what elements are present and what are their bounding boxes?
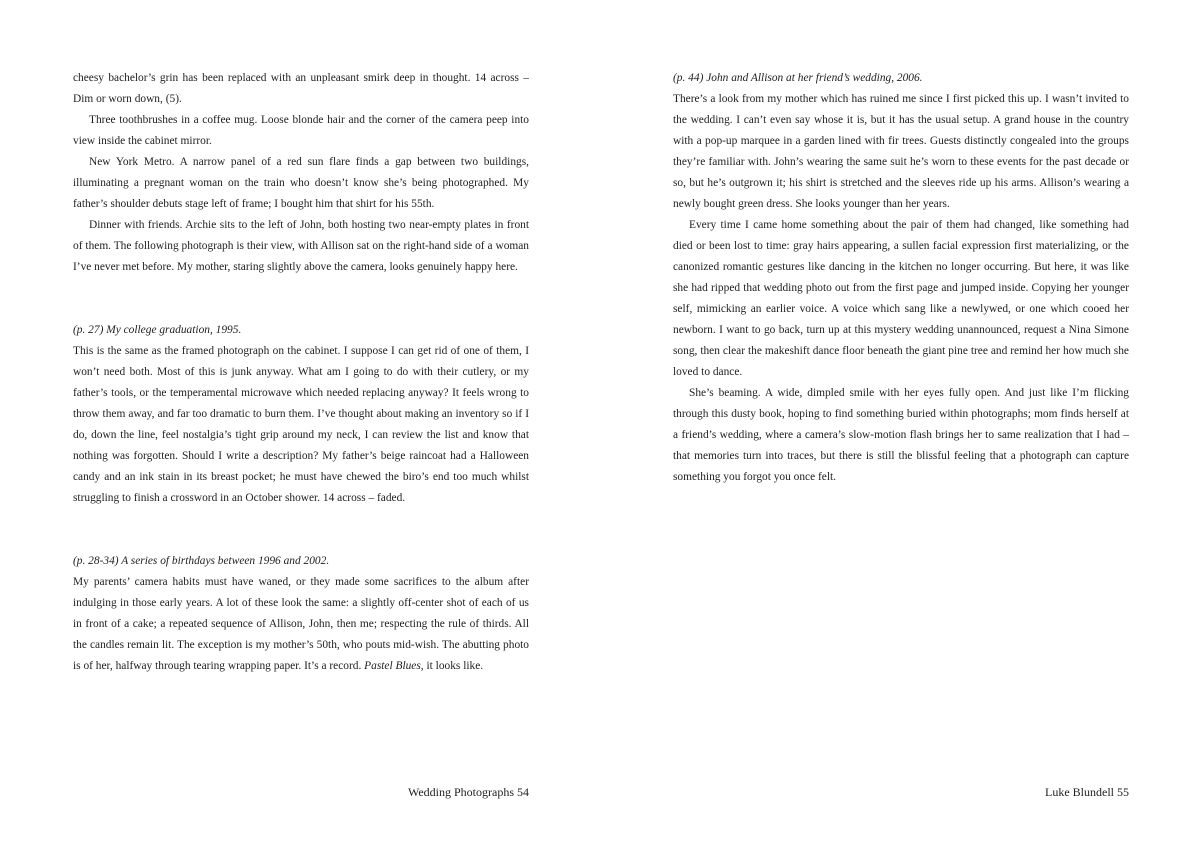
- section-heading-wedding: (p. 44) John and Allison at her friend’s wedding, 2006.: [673, 72, 923, 84]
- left-page: [73, 68, 529, 677]
- left-paragraph-6-end: it looks like.: [423, 660, 484, 672]
- left-paragraph-4: Dinner with friends. Archie sits to the left of John, both hosting two near-empty plates in front of them. The following photograph is their view, with Allison sat on the right-hand side of a woman I’ve never met before. My mother, staring slightly above the camera, looks genuinely happy here.: [73, 219, 529, 273]
- right-paragraph-1: There’s a look from my mother which has ruined me since I first picked this up. I wasn’t invited to the wedding. I can’t even say whose it is, but it has the usual setup. A grand house in the country with a pop-up marquee in a garden lined with fir trees. Guests distinctly congealed into the groups they’re familiar with. John’s wearing the same suit he’s worn to these events for the past decade or so, but he’s outgrown it; his shirt is stretched and the sleeves ride up his arms. Allison’s wearing a newly bought green dress. She looks younger than her years.: [673, 93, 1129, 210]
- section-heading-birthdays: (p. 28-34) A series of birthdays between 1996 and 2002.: [73, 555, 330, 567]
- left-paragraph-3: New York Metro. A narrow panel of a red sun flare finds a gap between two buildings, illuminating a pregnant woman on the train who doesn’t know she’s being photographed. My father’s shoulder debuts stage left of frame; I bought him that shirt for his 55th.: [73, 156, 529, 210]
- section-heading-graduation: (p. 27) My college graduation, 1995.: [73, 324, 242, 336]
- left-page-footer: Wedding Photographs 54: [407, 785, 529, 799]
- right-page: [673, 68, 1129, 488]
- right-paragraph-3: She’s beaming. A wide, dimpled smile with her eyes fully open. And just like I’m flicking through this dusty book, hoping to find something buried within photographs; mom finds herself at a friend’s wedding, where a camera’s slow-motion flash brings her to same realization that I had – that memories turn into traces, but there is still the blissful feeling that a photograph can capture something you forgot you once felt.: [673, 387, 1129, 483]
- left-paragraph-1: cheesy bachelor’s grin has been replaced with an unpleasant smirk deep in thought. 14 across – Dim or worn down, (5).: [73, 72, 529, 105]
- right-page-footer: Luke Blundell 55: [1045, 785, 1129, 799]
- left-paragraph-2: Three toothbrushes in a coffee mug. Loose blonde hair and the corner of the camera peep into view inside the cabinet mirror.: [73, 114, 529, 147]
- right-paragraph-2: Every time I came home something about the pair of them had changed, like something had died or been lost to time: gray hairs appearing, a sullen facial expression first materializing, or the canonized romantic gestures like dancing in the kitchen no longer occurring. But here, it was like she had ripped that wedding photo out from the first page and jumped inside. Copying her younger self, mimicking an earlier voice. A voice which sang like a newlywed, or one which cooed her newborn. I want to go back, turn up at this mystery wedding unannounced, request a Nina Simone song, then clear the makeshift dance floor beneath the giant pine tree and remind her how much she loved to dance.: [673, 219, 1129, 378]
- left-paragraph-6-main: My parents’ camera habits must have waned, or they made some sacrifices to the album after indulging in those early years. A lot of these look the same: a slightly off-center shot of each of us in front of a cake; a repeated sequence of Allison, John, then me; respecting the rule of thirds. All the candles remain lit. The exception is my mother’s 50th, who pouts mid-wish. The abutting photo is of her, halfway through tearing wrapping paper. It’s a record.: [73, 576, 529, 672]
- section-spacer: [73, 509, 529, 551]
- section-spacer: [73, 278, 529, 320]
- album-title-italic: Pastel Blues,: [364, 660, 424, 672]
- left-paragraph-6: [73, 572, 529, 677]
- left-paragraph-5: This is the same as the framed photograph on the cabinet. I suppose I can get rid of one of them, I won’t need both. Most of this is junk anyway. What am I going to do with their cutlery, or my father’s tools, or the temperamental microwave which needed replacing anyway? It feels wrong to throw them away, and far too dramatic to burn them. I’ve thought about making an inventory so if I do, down the line, feel nostalgia’s tight grip around my neck, I can review the list and know that nothing was forgotten. Should I write a description? My father’s beige raincoat had a Halloween candy and an ink stain in its breast pocket; he must have chewed the biro’s end too much whilst struggling to finish a crossword in an October shower. 14 across – faded.: [73, 345, 529, 504]
